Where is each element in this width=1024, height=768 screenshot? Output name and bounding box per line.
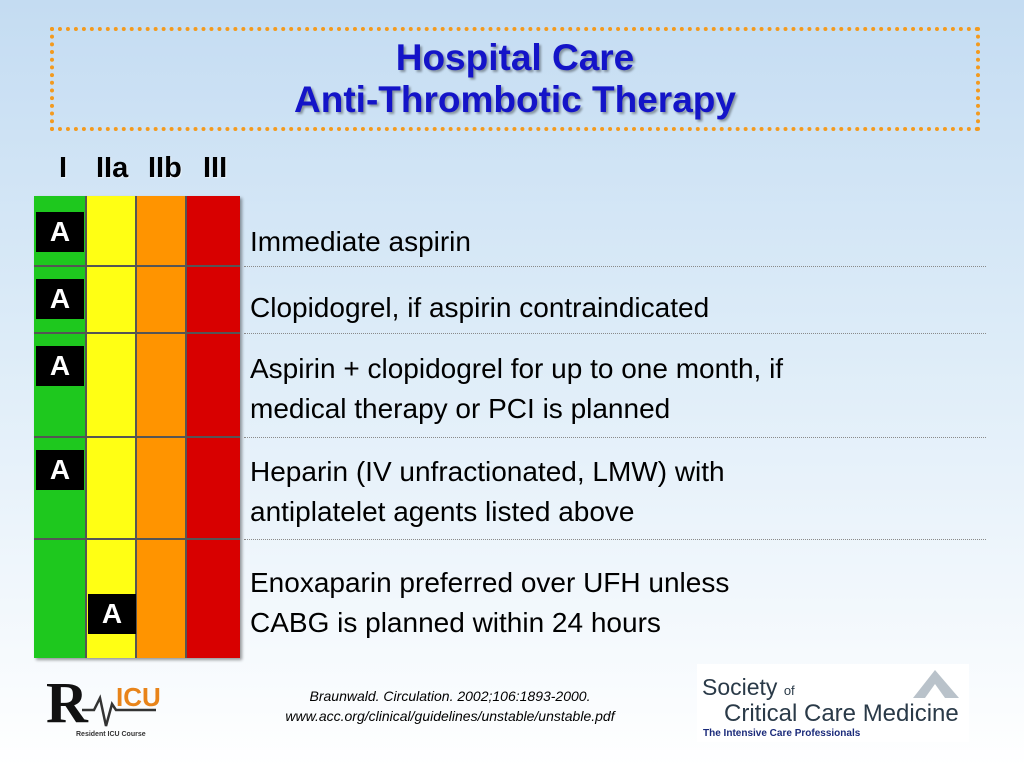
sccm-logo-society-word: Society	[702, 674, 778, 700]
row-separator	[244, 437, 986, 438]
evidence-level-badge-2: A	[36, 279, 84, 319]
class-header-IIa: IIa	[96, 152, 129, 184]
class-header-I: I	[59, 152, 68, 184]
ricu-logo-text: ICU	[116, 682, 161, 712]
recommendation-2-line-1: Clopidogrel, if aspirin contraindicated	[250, 292, 710, 323]
sccm-logo-of: of	[783, 683, 795, 698]
sccm-triangle-icon	[907, 668, 965, 700]
recommendation-3-line-1: Aspirin + clopidogrel for up to one month, if	[250, 353, 784, 384]
sccm-logo	[697, 664, 969, 742]
recommendation-4	[250, 452, 725, 532]
class-header-IIb: IIb	[148, 152, 182, 184]
evidence-level-badge-3: A	[36, 346, 84, 386]
recommendation-2	[250, 288, 709, 328]
ricu-logo-caption: Resident ICU Course	[76, 731, 146, 738]
evidence-level-badge-1: A	[36, 212, 84, 252]
recommendation-3-line-2: medical therapy or PCI is planned	[250, 393, 671, 424]
citation	[240, 686, 660, 726]
row-separator	[244, 266, 986, 267]
class-color-grid	[34, 196, 240, 658]
ricu-logo-letter: R	[46, 670, 88, 735]
evidence-level-badge-5: A	[88, 594, 136, 634]
recommendation-1	[250, 222, 471, 262]
row-separator	[244, 333, 986, 334]
row-divider	[34, 332, 240, 334]
ricu-logo	[44, 668, 194, 740]
recommendation-5-line-2: CABG is planned within 24 hours	[250, 607, 661, 638]
ricu-logo-graphic	[44, 668, 194, 740]
row-divider	[34, 538, 240, 540]
recommendation-4-line-1: Heparin (IV unfractionated, LMW) with	[250, 456, 725, 487]
recommendation-5-line-1: Enoxaparin preferred over UFH unless	[250, 567, 730, 598]
sccm-logo-society	[702, 674, 795, 701]
citation-line-1: Braunwald. Circulation. 2002;106:1893-2000.	[309, 688, 591, 704]
citation-line-2: www.acc.org/clinical/guidelines/unstable/unstable.pdf	[285, 708, 615, 724]
sccm-logo-tagline: The Intensive Care Professionals	[703, 728, 861, 739]
recommendation-5	[250, 563, 729, 643]
recommendation-4-line-2: antiplatelet agents listed above	[250, 496, 635, 527]
recommendation-3	[250, 349, 783, 429]
row-divider	[34, 265, 240, 267]
row-divider	[34, 436, 240, 438]
title-box	[50, 27, 980, 131]
evidence-level-badge-4: A	[36, 450, 84, 490]
recommendation-1-line-1: Immediate aspirin	[250, 226, 471, 257]
title-line-2: Anti-Thrombotic Therapy	[294, 79, 736, 120]
title-line-1: Hospital Care	[395, 37, 635, 78]
row-separator	[244, 539, 986, 540]
sccm-logo-ccm: Critical Care Medicine	[724, 700, 959, 727]
class-header-III: III	[203, 152, 228, 184]
